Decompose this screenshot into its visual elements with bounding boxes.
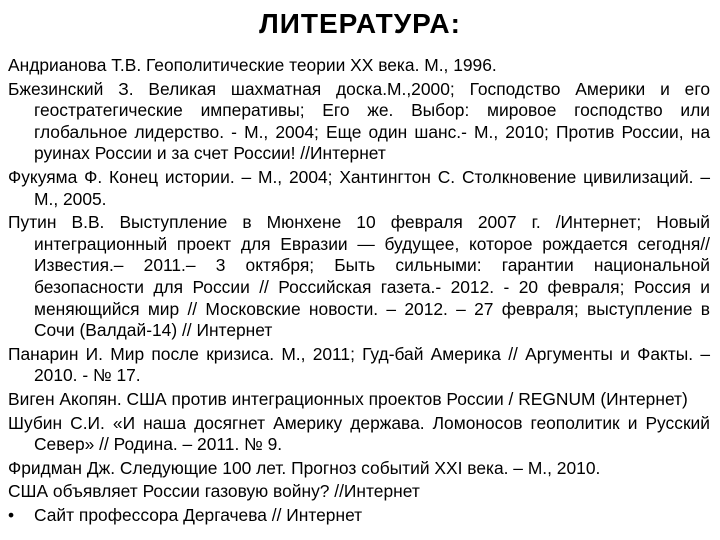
reference-list — [8, 55, 710, 528]
reference-item: Фридман Дж. Следующие 100 лет. Прогноз событий XXI века. – М., 2010. — [8, 457, 601, 478]
page-title: ЛИТЕРАТУРА: — [259, 8, 461, 39]
reference-item: Бжезинский З. Великая шахматная доска.М.,2000; Господство Америки и его геостратегические императивы; Его же. Выбор: мировое господство или глобальное лидерство. - М., 2004; Еще один шанс.- М., 2010; Против России, на руинах России и за счет России! //Интернет — [8, 78, 710, 164]
reference-item: Путин В.В. Выступление в Мюнхене 10 февраля 2007 г. /Интернет; Новый интеграционный проект для Евразии — будущее, которое рождается сегодня//Известия.– 2011.– 3 октября; Быть сильными: гарантии национальной безопасности для России // Российская газета.- 2012. - 20 февраля; Россия и меняющийся мир // Московские новости. – 2012. – 27 февраля; выступление в Сочи (Валдай-14) // Интернет — [8, 212, 710, 341]
reference-item: США объявляет России газовую войну? //Интернет — [8, 481, 420, 502]
bullet-marker: • — [8, 504, 15, 525]
reference-item: Андрианова Т.В. Геополитические теории XX века. М., 1996. — [8, 55, 497, 75]
reference-item: Панарин И. Мир после кризиса. М., 2011; Гуд-бай Америка // Аргументы и Факты. – 2010. - № 17. — [8, 343, 710, 386]
reference-item: Фукуяма Ф. Конец истории. – М., 2004; Хантингтон С. Столкновение цивилизаций. – М., 2005. — [8, 166, 710, 209]
reference-bullet-item — [8, 505, 710, 527]
reference-item: Виген Акопян. США против интеграционных проектов России / REGNUM (Интернет) — [8, 388, 688, 409]
reference-bullet-text: Сайт профессора Дергачева // Интернет — [34, 504, 363, 525]
reference-item: Шубин С.И. «И наша досягнет Америку держава. Ломоносов геополитик и Русский Север» // Родина. – 2011. № 9. — [8, 412, 710, 455]
